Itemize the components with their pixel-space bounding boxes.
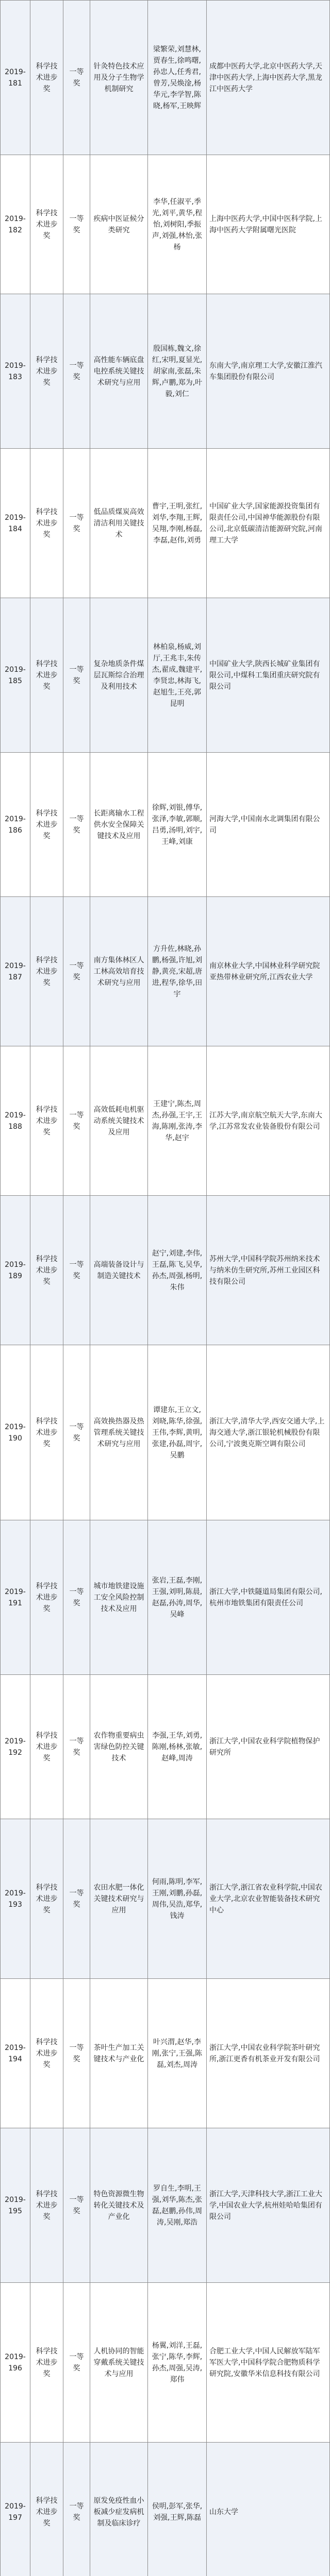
award-grade-cell: 一等奖 bbox=[63, 1819, 90, 1979]
project-title-cell: 特色资源微生物转化关键技术及产业化 bbox=[90, 2128, 148, 2283]
project-title-cell: 农作物重要病虫害绿色防控关键技术 bbox=[90, 1675, 148, 1819]
contributors-cell: 李华,任淑平,季光,刘平,黄华,程怡,刘树阳,季振声,刘强,林怡,张杨 bbox=[148, 155, 207, 294]
award-category-cell: 科学技术进步奖 bbox=[30, 1345, 63, 1520]
award-grade-cell: 一等奖 bbox=[63, 1196, 90, 1345]
project-title-cell: 南方集体林区人工林高效培育技术研究与应用 bbox=[90, 897, 148, 1046]
award-id-cell: 2019-187 bbox=[1, 897, 30, 1046]
table-row bbox=[1, 1520, 330, 1675]
award-grade-cell: 一等奖 bbox=[63, 897, 90, 1046]
award-grade-cell: 一等奖 bbox=[63, 2128, 90, 2283]
contributors-cell: 徐辉,刘银,傅华,张泽,李敏,郭顺,吕勇,汤明,刘宇,王峰,刘康 bbox=[148, 753, 207, 897]
award-id-cell: 2019-191 bbox=[1, 1520, 30, 1675]
project-title-cell: 城市地铁建设施工安全风险控制技术及应用 bbox=[90, 1520, 148, 1675]
institutions-cell: 中国矿业大学,陕西长城矿业集团有限公司,中煤科工集团重庆研究院有限公司 bbox=[207, 598, 330, 753]
award-category-cell: 科学技术进步奖 bbox=[30, 1979, 63, 2128]
table-row bbox=[1, 598, 330, 753]
table-row bbox=[1, 1345, 330, 1520]
award-id-cell: 2019-181 bbox=[1, 1, 30, 155]
award-category-cell: 科学技术进步奖 bbox=[30, 2283, 63, 2443]
award-grade-cell: 一等奖 bbox=[63, 449, 90, 598]
institutions-cell: 河海大学,中国南水北调集团有限公司 bbox=[207, 753, 330, 897]
award-id-cell: 2019-184 bbox=[1, 449, 30, 598]
contributors-cell: 谭建东,王立文,刘晓,陈华,徐强,王伟,李辉,黄明,张建,孙磊,周宇,吴鹏 bbox=[148, 1345, 207, 1520]
institutions-cell: 浙江大学,浙江省农业科学院,中国农业大学,北京农业智能装备技术研究中心 bbox=[207, 1819, 330, 1979]
award-category-cell: 科学技术进步奖 bbox=[30, 1196, 63, 1345]
project-title-cell: 高效换热器及热管理系统关键技术研究与应用 bbox=[90, 1345, 148, 1520]
award-category-cell: 科学技术进步奖 bbox=[30, 2128, 63, 2283]
award-category-cell: 科学技术进步奖 bbox=[30, 1819, 63, 1979]
project-title-cell: 人机协同的智能穿戴系统关键技术与应用 bbox=[90, 2283, 148, 2443]
table-row bbox=[1, 1979, 330, 2128]
award-id-cell: 2019-196 bbox=[1, 2283, 30, 2443]
award-category-cell: 科学技术进步奖 bbox=[30, 1046, 63, 1196]
award-table-body bbox=[1, 1, 330, 2576]
contributors-cell: 殷国栋,魏文,徐红,宋明,夏显光,胡家南,张磊,朱辉,卢鹏,郑为,叶毅,刘仁 bbox=[148, 294, 207, 449]
project-title-cell: 低品质煤炭高效清洁利用关键技术 bbox=[90, 449, 148, 598]
table-row bbox=[1, 294, 330, 449]
contributors-cell: 张岩,王磊,李刚,王强,刘明,陈晨,赵磊,孙涛,周华,吴峰 bbox=[148, 1520, 207, 1675]
institutions-cell: 东南大学,南京理工大学,安徽江淮汽车集团股份有限公司 bbox=[207, 294, 330, 449]
award-id-cell: 2019-192 bbox=[1, 1675, 30, 1819]
project-title-cell: 复杂地质条件煤层瓦斯综合治理及利用技术 bbox=[90, 598, 148, 753]
table-row bbox=[1, 753, 330, 897]
institutions-cell: 江苏大学,南京航空航天大学,东南大学,江苏常发农业装备股份有限公司 bbox=[207, 1046, 330, 1196]
contributors-cell: 何雨,陈明,李军,王刚,刘鹏,孙磊,周伟,吴浩,郑华,钱涛 bbox=[148, 1819, 207, 1979]
institutions-cell: 浙江大学,中铁隧道局集团有限公司,杭州市地铁集团有限责任公司 bbox=[207, 1520, 330, 1675]
contributors-cell: 叶兴渭,赵华,李刚,张宁,王强,陈磊,刘杰,周涛 bbox=[148, 1979, 207, 2128]
award-grade-cell: 一等奖 bbox=[63, 1520, 90, 1675]
project-title-cell: 长距离输水工程供水安全保障关键技术及应用 bbox=[90, 753, 148, 897]
award-id-cell: 2019-186 bbox=[1, 753, 30, 897]
award-id-cell: 2019-183 bbox=[1, 294, 30, 449]
award-grade-cell: 一等奖 bbox=[63, 2443, 90, 2576]
award-grade-cell: 一等奖 bbox=[63, 753, 90, 897]
award-id-cell: 2019-193 bbox=[1, 1819, 30, 1979]
award-category-cell: 科学技术进步奖 bbox=[30, 294, 63, 449]
institutions-cell: 苏州大学,中国科学院苏州纳米技术与纳米仿生研究所,苏州工业园区科技有限公司 bbox=[207, 1196, 330, 1345]
award-category-cell: 科学技术进步奖 bbox=[30, 1675, 63, 1819]
contributors-cell: 曹宇,王明,张红,刘华,李翔,王辉,吴翔,李刚,杨磊,李磊,赵伟,刘勇 bbox=[148, 449, 207, 598]
table-row bbox=[1, 1675, 330, 1819]
award-grade-cell: 一等奖 bbox=[63, 1979, 90, 2128]
award-category-cell: 科学技术进步奖 bbox=[30, 1520, 63, 1675]
award-category-cell: 科学技术进步奖 bbox=[30, 449, 63, 598]
award-grade-cell: 一等奖 bbox=[63, 1, 90, 155]
table-row bbox=[1, 449, 330, 598]
project-title-cell: 原发免疫性血小板减少症发病机制及临床诊疗 bbox=[90, 2443, 148, 2576]
award-id-cell: 2019-182 bbox=[1, 155, 30, 294]
institutions-cell: 浙江大学,清华大学,西安交通大学,上海交通大学,浙江银轮机械股份有限公司,宁波奥克斯空调有限公司 bbox=[207, 1345, 330, 1520]
contributors-cell: 罗自生,李明,王强,刘华,陈杰,张磊,赵鹏,孙伟,周涛,吴刚,郑浩 bbox=[148, 2128, 207, 2283]
table-row bbox=[1, 1819, 330, 1979]
award-id-cell: 2019-194 bbox=[1, 1979, 30, 2128]
contributors-cell: 王建宁,陈杰,周杰,孙强,王宇,王海,陈刚,张涛,李华,赵宇 bbox=[148, 1046, 207, 1196]
institutions-cell: 山东大学 bbox=[207, 2443, 330, 2576]
award-id-cell: 2019-185 bbox=[1, 598, 30, 753]
project-title-cell: 茶叶生产加工关键技术与产业化 bbox=[90, 1979, 148, 2128]
table-row bbox=[1, 1, 330, 155]
award-category-cell: 科学技术进步奖 bbox=[30, 155, 63, 294]
award-grade-cell: 一等奖 bbox=[63, 2283, 90, 2443]
award-id-cell: 2019-197 bbox=[1, 2443, 30, 2576]
institutions-cell: 中国矿业大学,国家能源投资集团有限责任公司,中国神华能源股份有限公司,北京低碳清洁能源研究院,河南理工大学 bbox=[207, 449, 330, 598]
award-id-cell: 2019-195 bbox=[1, 2128, 30, 2283]
award-grade-cell: 一等奖 bbox=[63, 1046, 90, 1196]
award-id-cell: 2019-188 bbox=[1, 1046, 30, 1196]
institutions-cell: 南京林业大学,中国林业科学研究院亚热带林业研究所,江西农业大学 bbox=[207, 897, 330, 1046]
contributors-cell: 梁繁荣,刘慧林,贾春生,徐鸣曙,孙忠人,任秀君,曾芳,吴焕淦,杨华元,李学智,陈晓,杨军,王映辉 bbox=[148, 1, 207, 155]
award-id-cell: 2019-189 bbox=[1, 1196, 30, 1345]
award-category-cell: 科学技术进步奖 bbox=[30, 753, 63, 897]
institutions-cell: 浙江大学,中国农业科学院茶叶研究所,浙江更香有机茶业开发有限公司 bbox=[207, 1979, 330, 2128]
table-row bbox=[1, 2443, 330, 2576]
institutions-cell: 浙江大学,天津科技大学,浙江工业大学,中国农业大学,杭州娃哈哈集团有限公司 bbox=[207, 2128, 330, 2283]
award-grade-cell: 一等奖 bbox=[63, 598, 90, 753]
institutions-cell: 合肥工业大学,中国人民解放军陆军军医大学,中国科学院合肥物质科学研究院,安徽华米信息科技有限公司 bbox=[207, 2283, 330, 2443]
institutions-cell: 浙江大学,中国农业科学院植物保护研究所 bbox=[207, 1675, 330, 1819]
award-grade-cell: 一等奖 bbox=[63, 155, 90, 294]
contributors-cell: 赵宁,刘建,李伟,王磊,陈飞,吴华,孙杰,周强,杨明,朱伟 bbox=[148, 1196, 207, 1345]
project-title-cell: 高效低耗电机驱动系统关键技术及应用 bbox=[90, 1046, 148, 1196]
award-grade-cell: 一等奖 bbox=[63, 294, 90, 449]
project-title-cell: 针灸特色技术应用及分子生物学机制研究 bbox=[90, 1, 148, 155]
table-row bbox=[1, 1046, 330, 1196]
table-row bbox=[1, 1196, 330, 1345]
award-id-cell: 2019-190 bbox=[1, 1345, 30, 1520]
project-title-cell: 疾病中医证候分类研究 bbox=[90, 155, 148, 294]
award-category-cell: 科学技术进步奖 bbox=[30, 598, 63, 753]
contributors-cell: 李强,王华,刘勇,陈刚,杨林,张敏,赵峰,周涛 bbox=[148, 1675, 207, 1819]
award-category-cell: 科学技术进步奖 bbox=[30, 1, 63, 155]
table-row bbox=[1, 897, 330, 1046]
contributors-cell: 方升佐,林晓,孙鹏,杨强,许旭,刘静,黄亮,宋超,唐进,程华,徐华,田宇 bbox=[148, 897, 207, 1046]
table-row bbox=[1, 2283, 330, 2443]
contributors-cell: 杨翼,刘洋,王磊,张宁,陈华,李辉,孙杰,周强,吴涛,郑伟 bbox=[148, 2283, 207, 2443]
contributors-cell: 林柏泉,杨威,刘厅,王兆丰,朱传杰,翟成,魏建平,李贤忠,林海飞,赵旭生,王亮,郭昆明 bbox=[148, 598, 207, 753]
award-grade-cell: 一等奖 bbox=[63, 1345, 90, 1520]
project-title-cell: 高性能车辆底盘电控系统关键技术研究与应用 bbox=[90, 294, 148, 449]
award-grade-cell: 一等奖 bbox=[63, 1675, 90, 1819]
project-title-cell: 高端装备设计与制造关键技术 bbox=[90, 1196, 148, 1345]
project-title-cell: 农田水肥一体化关键技术研究与应用 bbox=[90, 1819, 148, 1979]
award-category-cell: 科学技术进步奖 bbox=[30, 897, 63, 1046]
table-row bbox=[1, 2128, 330, 2283]
institutions-cell: 成都中医药大学,北京中医药大学,天津中医药大学,上海中医药大学,黑龙江中医药大学 bbox=[207, 1, 330, 155]
institutions-cell: 上海中医药大学,中国中医科学院,上海中医药大学附属曙光医院 bbox=[207, 155, 330, 294]
contributors-cell: 侯明,彭军,张华,刘强,王辉,陈磊 bbox=[148, 2443, 207, 2576]
award-category-cell: 科学技术进步奖 bbox=[30, 2443, 63, 2576]
table-row bbox=[1, 155, 330, 294]
